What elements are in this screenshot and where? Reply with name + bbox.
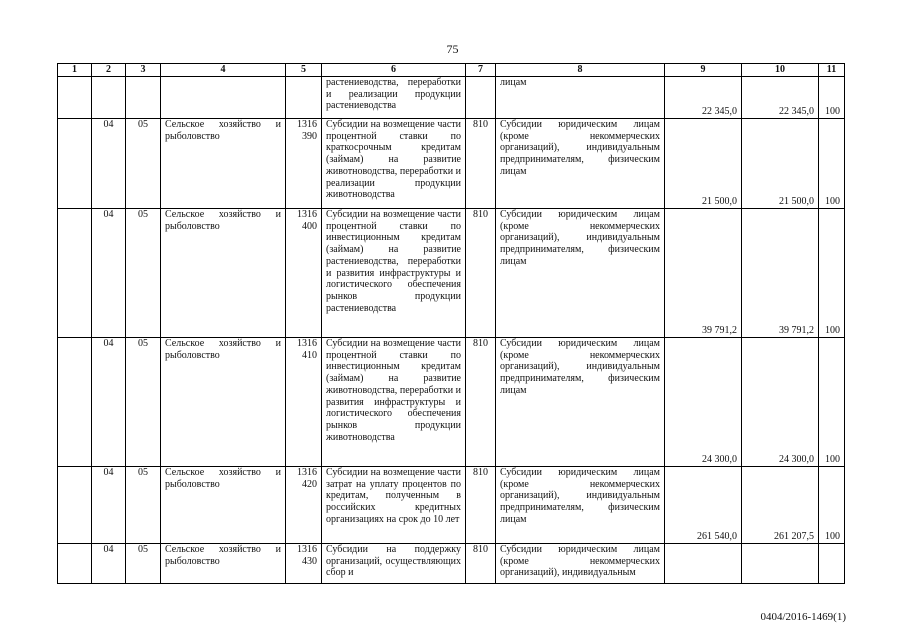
cell-target-article: 1316 430 xyxy=(286,544,322,584)
cell-subsection-code xyxy=(126,77,161,119)
cell-planned-amount xyxy=(665,77,742,119)
actual-amount-value: 21 500,0 xyxy=(779,196,814,208)
cell-section-code: 04 xyxy=(92,467,126,544)
table-row xyxy=(58,544,845,584)
cell-target-article: 1316 410 xyxy=(286,338,322,467)
cell-actual-amount xyxy=(742,338,819,467)
cell-planned-amount xyxy=(665,544,742,584)
document-code: 0404/2016-1469(1) xyxy=(760,611,846,623)
cell-subsection-code: 05 xyxy=(126,209,161,338)
cell-row-number xyxy=(58,209,92,338)
cell-planned-amount xyxy=(665,119,742,209)
cell-row-number xyxy=(58,544,92,584)
column-header-2: 2 xyxy=(92,64,126,77)
cell-expense-type-name: лицам xyxy=(496,77,665,119)
cell-expense-type: 810 xyxy=(466,544,496,584)
cell-expense-type-name: Субсидии юридическим лицам (кроме некоммерческих организаций), индивидуальным предпринимателям, физическим лицам xyxy=(496,467,665,544)
cell-article-name: растениеводства, переработки и реализации продукции растениеводства xyxy=(322,77,466,119)
cell-article-name: Субсидии на возмещение части процентной ставки по инвестиционным кредитам (займам) на развитие растениеводства, переработки и развития инфраструктуры и логистического обеспечения рынков продукции растениеводства xyxy=(322,209,466,338)
cell-execution-percent xyxy=(819,209,845,338)
cell-section-name: Сельское хозяйство и рыболовство xyxy=(161,209,286,338)
cell-execution-percent xyxy=(819,467,845,544)
planned-amount-value: 24 300,0 xyxy=(702,454,737,466)
cell-planned-amount xyxy=(665,209,742,338)
actual-amount-value: 39 791,2 xyxy=(779,325,814,337)
cell-subsection-code: 05 xyxy=(126,338,161,467)
cell-section-code: 04 xyxy=(92,209,126,338)
table-body xyxy=(58,77,845,584)
cell-expense-type-name: Субсидии юридическим лицам (кроме некоммерческих организаций), индивидуальным предпринимателям, физическим лицам xyxy=(496,209,665,338)
cell-actual-amount xyxy=(742,209,819,338)
execution-percent-value: 100 xyxy=(825,325,840,337)
cell-planned-amount xyxy=(665,338,742,467)
cell-section-code: 04 xyxy=(92,119,126,209)
cell-expense-type-name: Субсидии юридическим лицам (кроме некоммерческих организаций), индивидуальным предпринимателям, физическим лицам xyxy=(496,338,665,467)
cell-actual-amount xyxy=(742,467,819,544)
cell-target-article xyxy=(286,77,322,119)
cell-row-number xyxy=(58,119,92,209)
cell-target-article: 1316 390 xyxy=(286,119,322,209)
column-header-10: 10 xyxy=(742,64,819,77)
table-row xyxy=(58,467,845,544)
cell-section-code xyxy=(92,77,126,119)
cell-execution-percent xyxy=(819,119,845,209)
table-row xyxy=(58,119,845,209)
execution-percent-value: 100 xyxy=(825,454,840,466)
cell-section-name: Сельское хозяйство и рыболовство xyxy=(161,119,286,209)
cell-article-name: Субсидии на поддержку организаций, осуществляющих сбор и xyxy=(322,544,466,584)
cell-expense-type: 810 xyxy=(466,119,496,209)
table-header-row xyxy=(58,64,845,77)
planned-amount-value: 22 345,0 xyxy=(702,106,737,118)
actual-amount-value: 22 345,0 xyxy=(779,106,814,118)
column-header-4: 4 xyxy=(161,64,286,77)
column-header-8: 8 xyxy=(496,64,665,77)
column-header-3: 3 xyxy=(126,64,161,77)
column-header-11: 11 xyxy=(819,64,845,77)
cell-execution-percent xyxy=(819,544,845,584)
cell-row-number xyxy=(58,338,92,467)
cell-article-name: Субсидии на возмещение части затрат на уплату процентов по кредитам, полученным в российских кредитных организациях на срок до 10 лет xyxy=(322,467,466,544)
execution-percent-value: 100 xyxy=(825,106,840,118)
actual-amount-value: 24 300,0 xyxy=(779,454,814,466)
column-header-5: 5 xyxy=(286,64,322,77)
table-row xyxy=(58,209,845,338)
actual-amount-value: 261 207,5 xyxy=(774,531,814,543)
cell-section-name: Сельское хозяйство и рыболовство xyxy=(161,338,286,467)
cell-section-name: Сельское хозяйство и рыболовство xyxy=(161,544,286,584)
page-number: 75 xyxy=(446,42,459,56)
execution-percent-value: 100 xyxy=(825,196,840,208)
cell-execution-percent xyxy=(819,77,845,119)
cell-section-name xyxy=(161,77,286,119)
cell-actual-amount xyxy=(742,119,819,209)
cell-article-name: Субсидии на возмещение части процентной ставки по краткосрочным кредитам (займам) на развитие животноводства, переработки и реализации продукции животноводства xyxy=(322,119,466,209)
cell-subsection-code: 05 xyxy=(126,544,161,584)
cell-expense-type xyxy=(466,77,496,119)
cell-expense-type: 810 xyxy=(466,338,496,467)
column-header-1: 1 xyxy=(58,64,92,77)
cell-expense-type-name: Субсидии юридическим лицам (кроме некоммерческих организаций), индивидуальным предпринимателям, физическим лицам xyxy=(496,119,665,209)
column-header-7: 7 xyxy=(466,64,496,77)
planned-amount-value: 261 540,0 xyxy=(697,531,737,543)
cell-execution-percent xyxy=(819,338,845,467)
cell-section-code: 04 xyxy=(92,544,126,584)
cell-expense-type-name: Субсидии юридическим лицам (кроме некоммерческих организаций), индивидуальным xyxy=(496,544,665,584)
cell-target-article: 1316 400 xyxy=(286,209,322,338)
table-row xyxy=(58,338,845,467)
cell-article-name: Субсидии на возмещение части процентной ставки по инвестиционным кредитам (займам) на развитие животноводства, переработки и развития инфраструктуры и логистического обеспечения рынков продукции животноводства xyxy=(322,338,466,467)
column-header-6: 6 xyxy=(322,64,466,77)
cell-row-number xyxy=(58,77,92,119)
column-header-9: 9 xyxy=(665,64,742,77)
cell-section-name: Сельское хозяйство и рыболовство xyxy=(161,467,286,544)
cell-section-code: 04 xyxy=(92,338,126,467)
cell-target-article: 1316 420 xyxy=(286,467,322,544)
planned-amount-value: 39 791,2 xyxy=(702,325,737,337)
cell-actual-amount xyxy=(742,77,819,119)
cell-subsection-code: 05 xyxy=(126,119,161,209)
table-row xyxy=(58,77,845,119)
cell-row-number xyxy=(58,467,92,544)
planned-amount-value: 21 500,0 xyxy=(702,196,737,208)
cell-expense-type: 810 xyxy=(466,467,496,544)
budget-table xyxy=(57,63,845,584)
cell-subsection-code: 05 xyxy=(126,467,161,544)
cell-planned-amount xyxy=(665,467,742,544)
cell-actual-amount xyxy=(742,544,819,584)
execution-percent-value: 100 xyxy=(825,531,840,543)
cell-expense-type: 810 xyxy=(466,209,496,338)
